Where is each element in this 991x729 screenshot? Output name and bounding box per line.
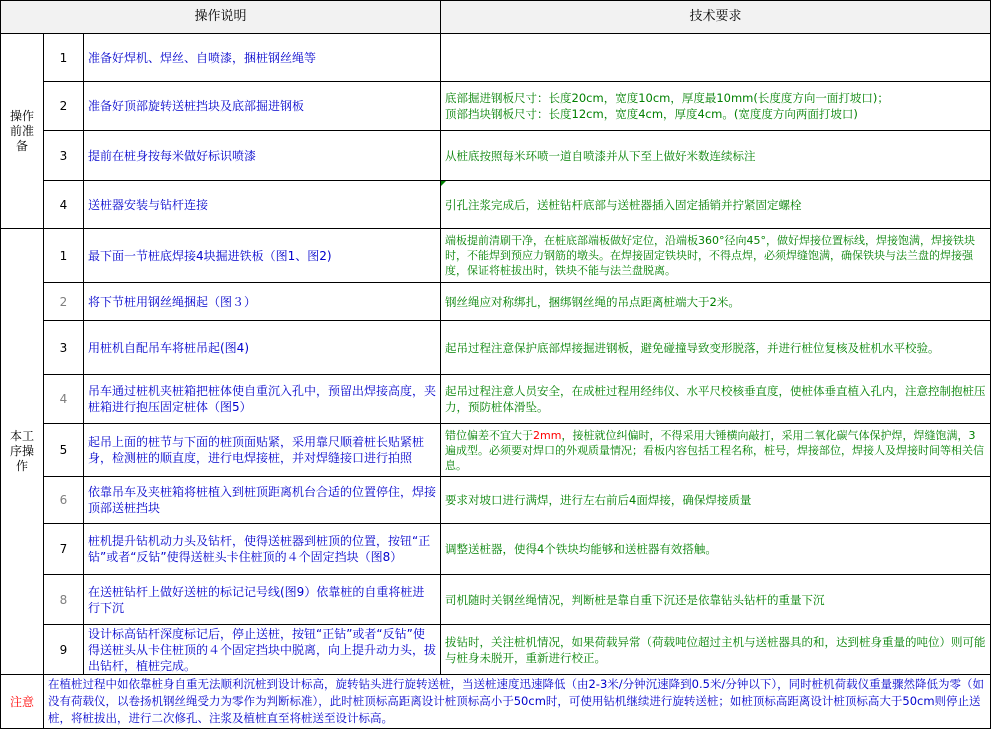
row-number[interactable]: 3 bbox=[44, 321, 84, 375]
op-cell[interactable]: 送桩器安装与钻杆连接 bbox=[84, 181, 441, 229]
note-text[interactable]: 在植桩过程中如依靠桩身自重无法顺利沉桩到设计标高，旋转钻头进行旋转送桩，当送桩速度迅速降低（由2-3米/分钟沉速降到0.5米/分钟以下），同时桩机荷载仪重量骤然降低为零（如没有荷载仪，以卷扬机钢丝绳受力为零作为判断标准），此时桩顶标高距离设计桩顶标高小于50cm时，可使用钻机继续进行旋转送桩；如桩顶标高距离设计桩顶标高大于50cm则停止送桩，将桩拔出，进行二次修孔、注浆及植桩直至将桩送至设计标高。 bbox=[44, 675, 991, 729]
table-row bbox=[1, 181, 991, 229]
op-cell[interactable]: 准备好顶部旋转送桩挡块及底部掘进钢板 bbox=[84, 82, 441, 131]
section-label-main[interactable] bbox=[1, 229, 44, 675]
section-text: 本工序操作 bbox=[9, 429, 34, 473]
note-label[interactable]: 注意 bbox=[1, 675, 44, 729]
row-number[interactable]: 2 bbox=[44, 82, 84, 131]
row-number[interactable]: 5 bbox=[44, 424, 84, 477]
req-cell[interactable]: 钢丝绳应对称绑扎，捆绑钢丝绳的吊点距离桩端大于2米。 bbox=[441, 283, 991, 321]
req-text: ，接桩就位纠偏时，不得采用大锤横向敲打，采用二氧化碳气体保护焊，焊缝饱满，3遍成型。必须要对焊口的外观质量情况；看板内容包括工程名称，桩号，焊接部位，焊接人及焊接时间等相关信息。 bbox=[445, 428, 985, 472]
table-row bbox=[1, 524, 991, 575]
op-cell[interactable]: 吊车通过桩机夹桩箱把桩体使自重沉入孔中，预留出焊接高度，夹桩箱进行抱压固定桩体（图5） bbox=[84, 375, 441, 424]
section-text: 操作前准备 bbox=[9, 108, 34, 153]
req-text: 错位偏差不宜大于 bbox=[445, 428, 534, 442]
table-row bbox=[1, 477, 991, 524]
row-number[interactable]: 4 bbox=[44, 181, 84, 229]
table-row bbox=[1, 375, 991, 424]
op-cell[interactable]: 提前在桩身按每米做好标识喷漆 bbox=[84, 131, 441, 181]
table-row bbox=[1, 34, 991, 82]
op-cell[interactable]: 设计标高钻杆深度标记后，停止送桩，按钮“正钻”或者“反钻”使得送桩头从卡住桩顶的４个固定挡块中脱离，向上提升动力头，拔出钻杆，植桩完成。 bbox=[84, 625, 441, 675]
comment-marker-icon bbox=[441, 181, 446, 186]
table-row bbox=[1, 625, 991, 675]
op-cell[interactable]: 准备好焊机、焊丝、自喷漆，捆桩钢丝绳等 bbox=[84, 34, 441, 82]
req-cell[interactable]: 起吊过程注意人员安全，在成桩过程用经纬仪、水平尺校核垂直度，使桩体垂直植入孔内，注意控制抱桩压力，预防桩体滑坠。 bbox=[441, 375, 991, 424]
row-number[interactable]: 9 bbox=[44, 625, 84, 675]
req-cell[interactable]: 起吊过程注意保护底部焊接掘进钢板，避免碰撞导致变形脱落，并进行桩位复核及桩机水平校验。 bbox=[441, 321, 991, 375]
op-cell[interactable]: 用桩机自配吊车将桩吊起(图4) bbox=[84, 321, 441, 375]
row-number[interactable]: 3 bbox=[44, 131, 84, 181]
op-cell[interactable]: 将下节桩用钢丝绳捆起（图３） bbox=[84, 283, 441, 321]
req-cell[interactable]: 底部掘进钢板尺寸：长度20cm，宽度10cm，厚度最10mm(长度度方向一面打坡口)； 顶部挡块钢板尺寸：长度12cm，宽度4cm，厚度4cm。(宽度度方向两面打坡口) bbox=[441, 82, 991, 131]
row-number[interactable]: 6 bbox=[44, 477, 84, 524]
op-cell[interactable]: 桩机提升钻机动力头及钻杆，使得送桩器到桩顶的位置，按钮“正钻”或者“反钻”使得送桩头卡住桩顶的４个固定挡块（图8） bbox=[84, 524, 441, 575]
op-cell[interactable]: 在送桩钻杆上做好送桩的标记记号线(图9）依靠桩的自重将桩进行下沉 bbox=[84, 575, 441, 625]
section-label-prep[interactable] bbox=[1, 34, 44, 229]
req-cell[interactable]: 要求对坡口进行满焊，进行左右前后4面焊接，确保焊接质量 bbox=[441, 477, 991, 524]
row-number[interactable]: 2 bbox=[44, 283, 84, 321]
req-cell[interactable]: 端板提前清刷干净，在桩底部端板做好定位，沿端板360°径向45°，做好焊接位置标线，焊接饱满，焊接铁块时，不能焊到预应力钢筋的墩头。在焊接固定铁块时，不得点焊，必须焊缝饱满，确保铁块与法兰盘的焊接强度，保证将桩拔出时，铁块不能与法兰盘脱离。 bbox=[441, 229, 991, 283]
req-cell[interactable] bbox=[441, 34, 991, 82]
row-number[interactable]: 1 bbox=[44, 34, 84, 82]
req-cell[interactable] bbox=[441, 181, 991, 229]
req-highlight: 2mm bbox=[533, 428, 562, 442]
table-row bbox=[1, 283, 991, 321]
col-header-req[interactable]: 技术要求 bbox=[441, 1, 991, 34]
table-row bbox=[1, 575, 991, 625]
row-number[interactable]: 1 bbox=[44, 229, 84, 283]
table-row bbox=[1, 229, 991, 283]
note-row bbox=[1, 675, 991, 729]
row-number[interactable]: 8 bbox=[44, 575, 84, 625]
req-text: 引孔注浆完成后，送桩钻杆底部与送桩器插入固定插销并拧紧固定螺栓 bbox=[445, 197, 802, 212]
table-row bbox=[1, 424, 991, 477]
op-cell[interactable]: 起吊上面的桩节与下面的桩顶面贴紧，采用靠尺顺着桩长贴紧桩身，检测桩的顺直度，进行电焊接桩，并对焊缝接口进行拍照 bbox=[84, 424, 441, 477]
op-cell[interactable]: 最下面一节桩底焊接4块掘进铁板（图1、图2) bbox=[84, 229, 441, 283]
req-cell[interactable]: 司机随时关钢丝绳情况，判断桩是靠自重下沉还是依靠钻头钻杆的重量下沉 bbox=[441, 575, 991, 625]
col-header-ops[interactable]: 操作说明 bbox=[1, 1, 441, 34]
row-number[interactable]: 7 bbox=[44, 524, 84, 575]
table-row bbox=[1, 82, 991, 131]
header-row bbox=[1, 1, 991, 34]
table-row bbox=[1, 321, 991, 375]
row-number[interactable]: 4 bbox=[44, 375, 84, 424]
req-cell[interactable]: 拔钻时，关注桩机情况，如果荷载异常（荷载吨位超过主机与送桩器具的和，达到桩身重量的吨位）则可能与桩身未脱开，重新进行校正。 bbox=[441, 625, 991, 675]
table-row bbox=[1, 131, 991, 181]
req-cell[interactable]: 从桩底按照每米环喷一道自喷漆并从下至上做好米数连续标注 bbox=[441, 131, 991, 181]
op-cell[interactable]: 依靠吊车及夹桩箱将桩植入到桩顶距离机台合适的位置停住，焊接顶部送桩挡块 bbox=[84, 477, 441, 524]
req-cell[interactable]: 调整送桩器，使得4个铁块均能够和送桩器有效搭触。 bbox=[441, 524, 991, 575]
req-cell[interactable] bbox=[441, 424, 991, 477]
